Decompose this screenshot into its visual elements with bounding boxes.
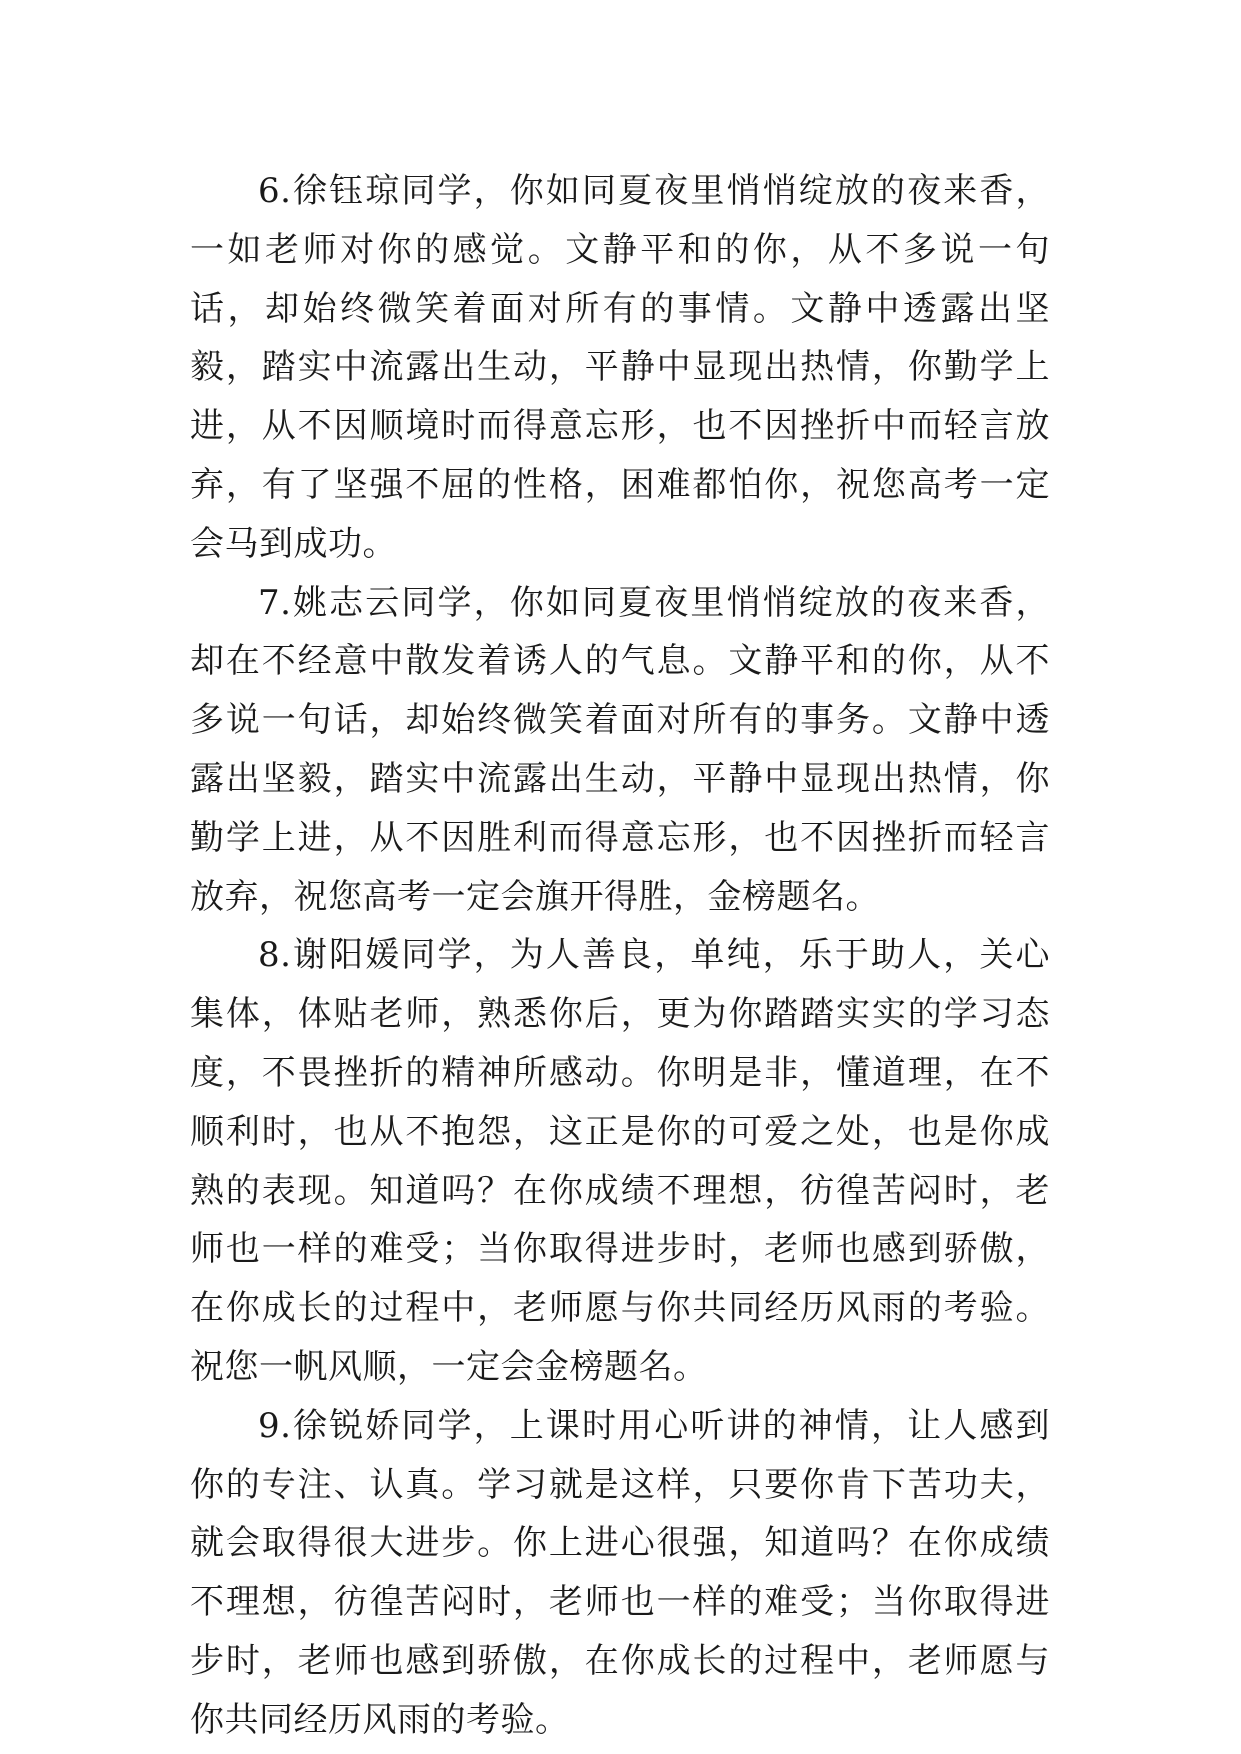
document-body	[190, 162, 1050, 1750]
paragraph-7: 7.姚志云同学，你如同夏夜里悄悄绽放的夜来香，却在不经意中散发着诱人的气息。文静平和的你，从不多说一句话，却始终微笑着面对所有的事务。文静中透露出坚毅，踏实中流露出生动，平静中显现出热情，你勤学上进，从不因胜利而得意忘形，也不因挫折而轻言放弃，祝您高考一定会旗开得胜，金榜题名。	[190, 582, 1050, 917]
paragraph-8: 8.谢阳媛同学，为人善良，单纯，乐于助人，关心集体，体贴老师，熟悉你后，更为你踏踏实实的学习态度，不畏挫折的精神所感动。你明是非，懂道理，在不顺利时，也从不抱怨，这正是你的可爱之处，也是你成熟的表现。知道吗？在你成绩不理想，彷徨苦闷时，老师也一样的难受；当你取得进步时，老师也感到骄傲，在你成长的过程中，老师愿与你共同经历风雨的考验。祝您一帆风顺，一定会金榜题名。	[190, 935, 1050, 1387]
paragraph-9: 9.徐锐娇同学，上课时用心听讲的神情，让人感到你的专注、认真。学习就是这样，只要你肯下苦功夫，就会取得很大进步。你上进心很强，知道吗？在你成绩不理想，彷徨苦闷时，老师也一样的难受；当你取得进步时，老师也感到骄傲，在你成长的过程中，老师愿与你共同经历风雨的考验。	[190, 1405, 1050, 1740]
paragraph-6: 6.徐钰琼同学，你如同夏夜里悄悄绽放的夜来香，一如老师对你的感觉。文静平和的你，从不多说一句话，却始终微笑着面对所有的事情。文静中透露出坚毅，踏实中流露出生动，平静中显现出热情，你勤学上进，从不因顺境时而得意忘形，也不因挫折中而轻言放弃，有了坚强不屈的性格，困难都怕你，祝您高考一定会马到成功。	[190, 171, 1050, 564]
